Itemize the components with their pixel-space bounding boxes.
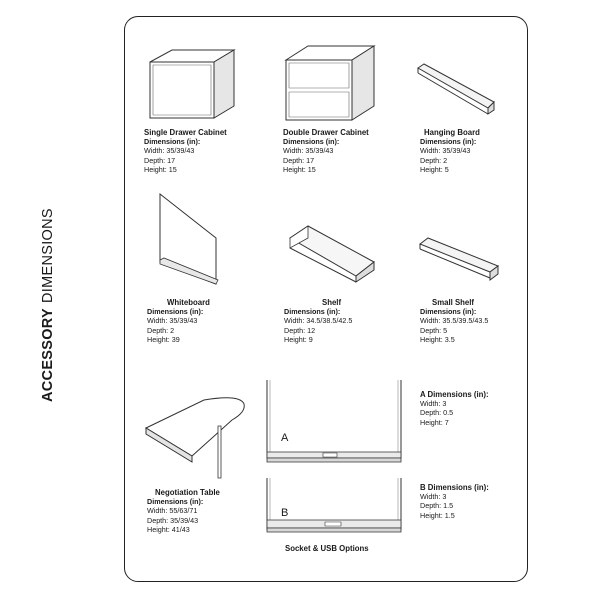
spec-line: Height: 15 [283,164,316,174]
spec-line: Width: 35/39/43 [283,146,334,156]
double-drawer-cabinet-spec [283,128,369,174]
socket-option-b-illustration [265,478,403,534]
option-b-spec [420,483,489,520]
spec-line: Width: 35/39/43 [144,146,195,156]
small-shelf-dims-label: Dimensions (in): [420,307,477,317]
whiteboard-illustration [158,192,220,286]
small-shelf-illustration [418,236,500,282]
option-a-spec [420,390,489,427]
double-drawer-cabinet-dims-label: Dimensions (in): [283,137,340,147]
spec-line: Depth: 0.5 [420,408,454,418]
single-drawer-cabinet-name: Single Drawer Cabinet [144,128,227,137]
shelf-spec [284,298,352,344]
double-drawer-cabinet-name: Double Drawer Cabinet [283,128,369,137]
spec-line: Width: 55/63/71 [147,506,198,516]
whiteboard-name: Whiteboard [167,298,210,307]
small-shelf-name: Small Shelf [432,298,475,307]
whiteboard-dims-label: Dimensions (in): [147,307,204,317]
negotiation-table-dims-label: Dimensions (in): [147,497,204,507]
spec-line: Width: 3 [420,492,447,502]
spec-line: Depth: 1.5 [420,501,454,511]
spec-line: Width: 34.5/38.5/42.5 [284,316,353,326]
side-title-bold: ACCESSORY [40,307,56,402]
hanging-board-illustration [416,62,496,114]
option-b-dims-label: B Dimensions (in): [420,483,489,492]
spec-line: Depth: 12 [284,325,316,335]
socket-option-a-illustration [265,380,403,464]
spec-line: Width: 3 [420,399,447,409]
small-shelf-spec [420,298,488,344]
option-b-letter: B [281,507,289,519]
hanging-board-name: Hanging Board [424,128,480,137]
spec-line: Height: 3.5 [420,334,455,344]
spec-line: Depth: 2 [420,155,448,165]
spec-line: Height: 1.5 [420,510,455,520]
spec-line: Depth: 17 [283,155,315,165]
spec-line: Depth: 17 [144,155,176,165]
whiteboard-spec [147,298,210,344]
socket-usb-caption: Socket & USB Options [285,544,369,553]
spec-line: Height: 41/43 [147,524,190,534]
spec-line: Depth: 2 [147,325,175,335]
side-title [34,182,62,402]
single-drawer-cabinet-dims-label: Dimensions (in): [144,137,201,147]
option-a-letter: A [281,432,289,444]
spec-line: Depth: 35/39/43 [147,515,199,525]
spec-line: Height: 39 [147,334,180,344]
shelf-illustration [286,222,376,282]
option-a-dims-label: A Dimensions (in): [420,390,489,399]
negotiation-table-spec [147,488,220,534]
spec-line: Height: 5 [420,164,449,174]
spec-line: Height: 15 [144,164,177,174]
side-title-light: DIMENSIONS [40,208,56,303]
spec-line: Width: 35/39/43 [420,146,471,156]
hanging-board-spec [420,128,480,174]
double-drawer-cabinet-illustration [282,44,376,120]
single-drawer-cabinet-spec [144,128,227,174]
hanging-board-dims-label: Dimensions (in): [420,137,477,147]
spec-line: Depth: 5 [420,325,448,335]
negotiation-table-illustration [142,392,248,478]
spec-line: Width: 35/39/43 [147,316,198,326]
spec-line: Width: 35.5/39.5/43.5 [420,316,489,326]
single-drawer-cabinet-illustration [144,48,236,120]
shelf-name: Shelf [322,298,342,307]
spec-line: Height: 7 [420,417,449,427]
spec-line: Height: 9 [284,334,313,344]
shelf-dims-label: Dimensions (in): [284,307,341,317]
negotiation-table-name: Negotiation Table [155,488,220,497]
